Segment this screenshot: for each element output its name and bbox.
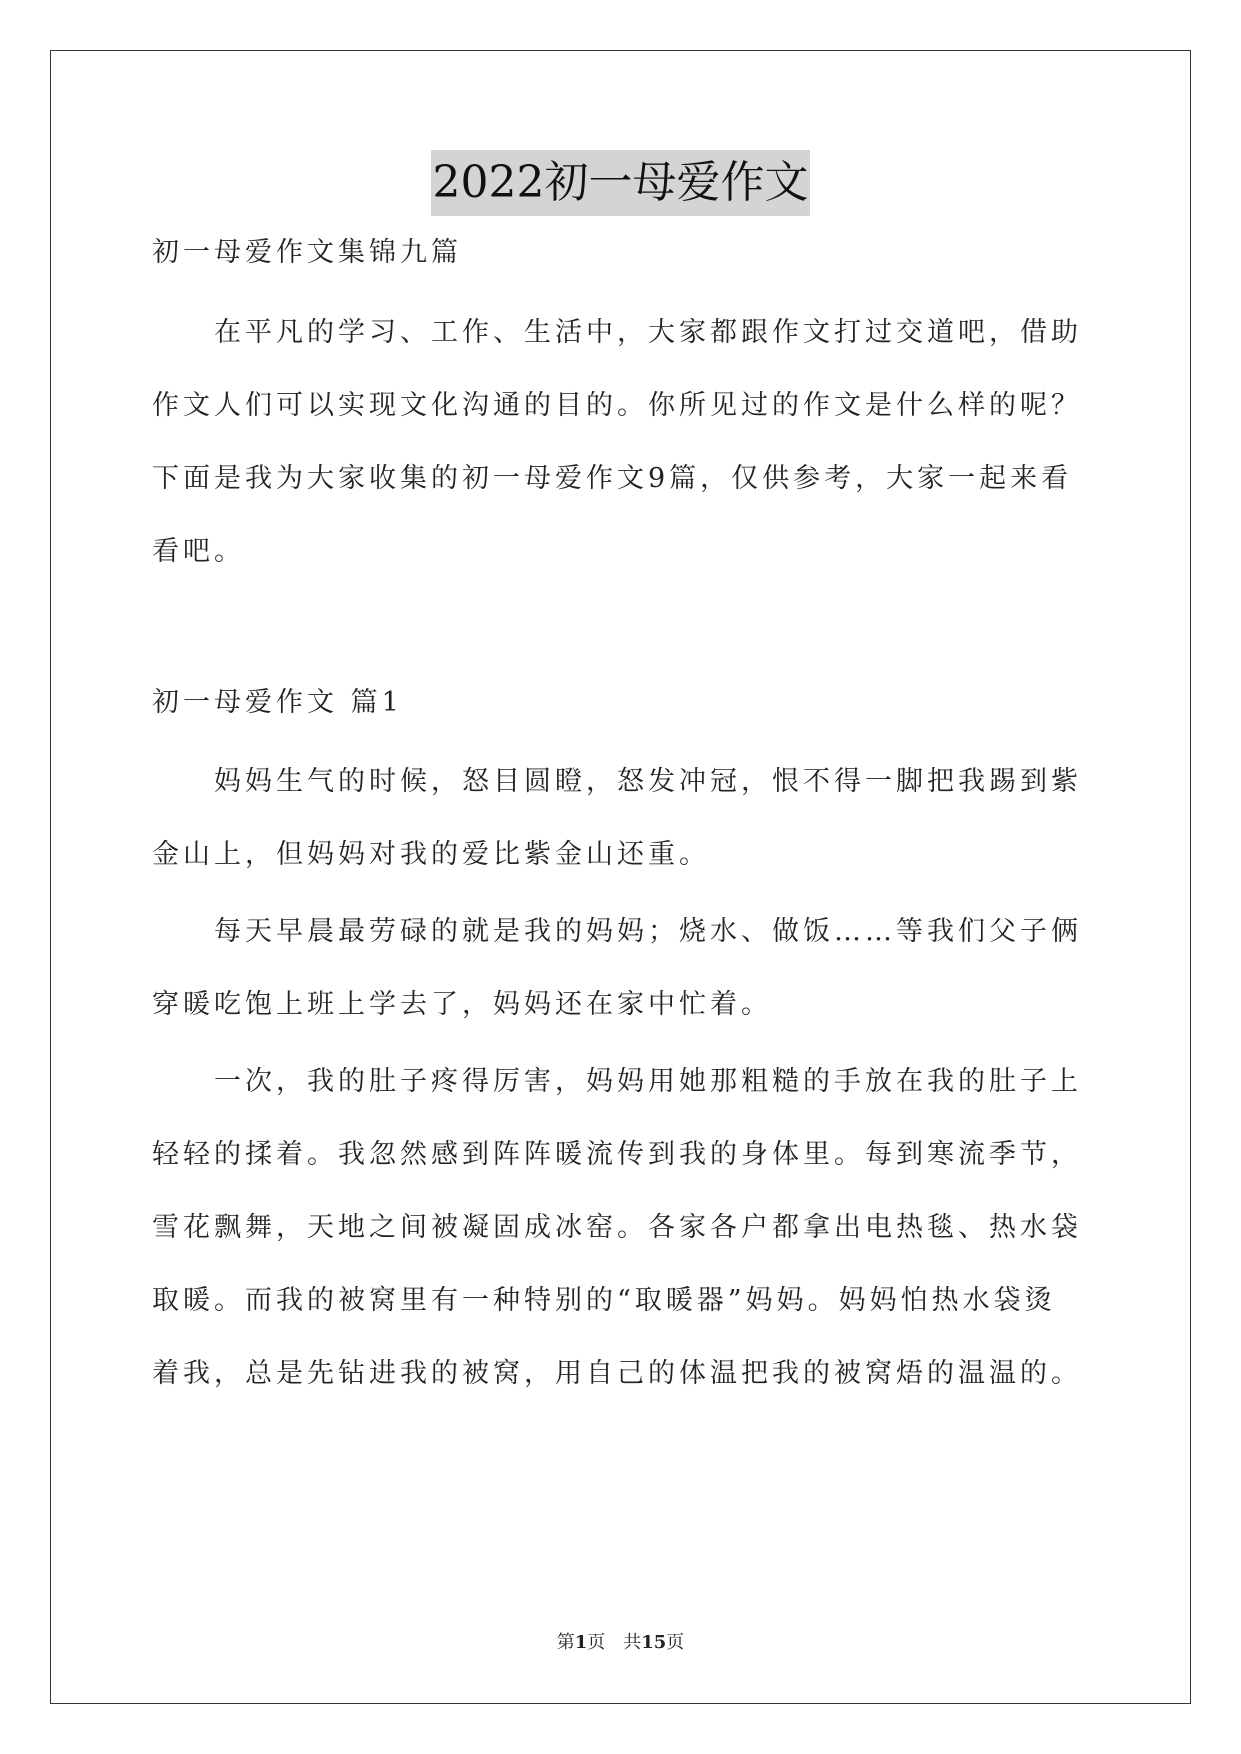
section-heading: 初一母爱作文 篇1 (152, 687, 403, 718)
intro-line: 下面是我为大家收集的初一母爱作文9篇，仅供参考，大家一起来看 (152, 463, 1073, 494)
body-line: 妈妈生气的时候，怒目圆瞪，怒发冲冠，恨不得一脚把我踢到紫 (152, 766, 1082, 797)
intro-line: 看吧。 (152, 536, 245, 567)
footer-suffix: 页 (666, 1632, 685, 1653)
body-line: 雪花飘舞，天地之间被凝固成冰窑。各家各户都拿出电热毯、热水袋 (152, 1212, 1082, 1243)
page-footer (0, 1628, 1241, 1654)
footer-prefix: 第 (556, 1632, 575, 1653)
body-line: 轻轻的揉着。我忽然感到阵阵暖流传到我的身体里。每到寒流季节， (152, 1139, 1082, 1170)
intro-line: 在平凡的学习、工作、生活中，大家都跟作文打过交道吧，借助 (152, 317, 1082, 348)
document-title: 2022初一母爱作文 (431, 150, 811, 216)
body-line: 穿暖吃饱上班上学去了，妈妈还在家中忙着。 (152, 989, 772, 1020)
body-line: 取暖。而我的被窝里有一种特别的“取暖器”妈妈。妈妈怕热水袋烫 (152, 1285, 1056, 1316)
footer-total-pages: 15 (641, 1632, 667, 1653)
intro-line: 作文人们可以实现文化沟通的目的。你所见过的作文是什么样的呢？ (152, 390, 1082, 421)
body-line: 每天早晨最劳碌的就是我的妈妈；烧水、做饭……等我们父子俩 (152, 916, 1082, 947)
footer-mid: 页 共 (587, 1632, 642, 1653)
body-line: 一次，我的肚子疼得厉害，妈妈用她那粗糙的手放在我的肚子上 (152, 1066, 1082, 1097)
subtitle: 初一母爱作文集锦九篇 (152, 237, 462, 268)
footer-page-number: 1 (574, 1632, 588, 1653)
body-line: 金山上，但妈妈对我的爱比紫金山还重。 (152, 839, 710, 870)
page-border (50, 50, 1191, 1704)
title-container (0, 150, 1241, 216)
body-line: 着我，总是先钻进我的被窝，用自己的体温把我的被窝焐的温温的。 (152, 1358, 1082, 1389)
